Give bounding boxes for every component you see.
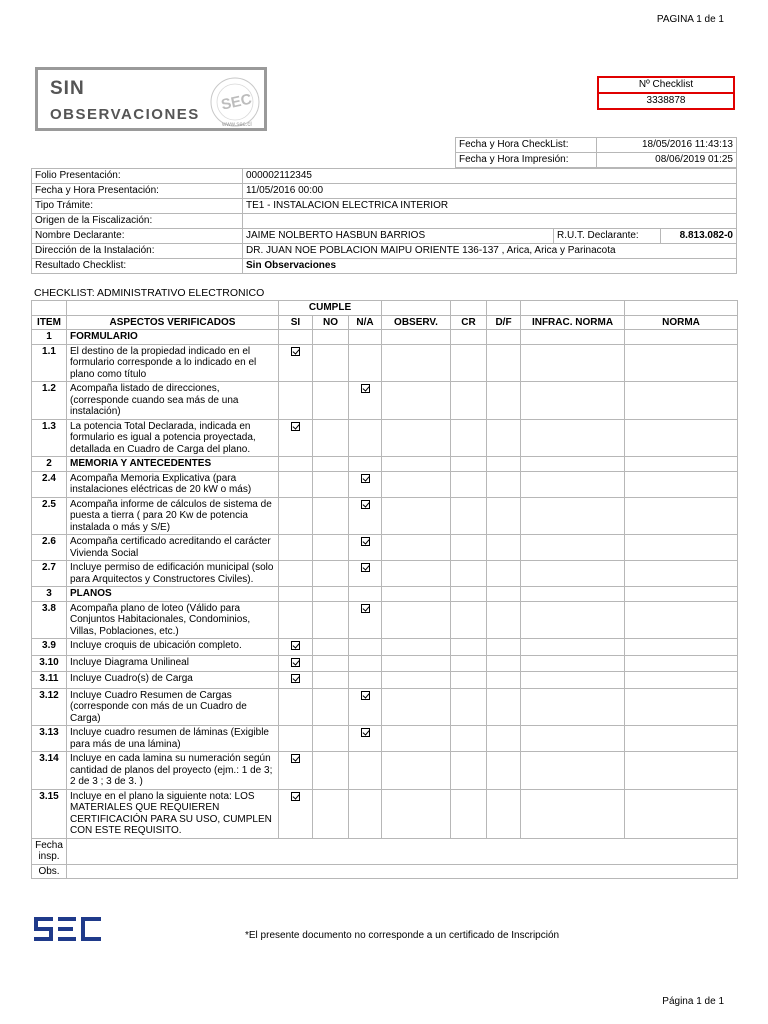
empty-cell	[521, 561, 625, 587]
cell-na	[349, 789, 382, 838]
empty-cell	[451, 752, 487, 790]
table-row	[32, 497, 738, 535]
table-row	[32, 601, 738, 639]
empty-cell	[451, 419, 487, 457]
cell-si	[279, 419, 313, 457]
item-number: 3.12	[32, 688, 67, 726]
table-row	[32, 561, 738, 587]
empty-cell	[521, 535, 625, 561]
checked-box-icon	[291, 422, 300, 431]
inspection-date-value	[67, 838, 738, 864]
cell-no	[313, 601, 349, 639]
item-number: 3.8	[32, 601, 67, 639]
empty-cell	[521, 497, 625, 535]
empty-cell	[521, 587, 625, 602]
table-row	[32, 344, 738, 382]
table-row	[32, 672, 738, 689]
empty-cell	[382, 497, 451, 535]
empty-cell	[625, 789, 738, 838]
checked-box-icon	[291, 792, 300, 801]
section-name: FORMULARIO	[67, 330, 279, 345]
column-header: ITEM	[32, 315, 67, 330]
empty-cell	[625, 639, 738, 656]
empty-cell	[382, 726, 451, 752]
checked-box-icon	[361, 728, 370, 737]
empty-cell	[487, 471, 521, 497]
cell-no	[313, 535, 349, 561]
empty-cell	[487, 382, 521, 420]
cell-si	[279, 457, 313, 472]
dates-table	[455, 137, 737, 168]
empty-cell	[521, 672, 625, 689]
empty-cell	[451, 344, 487, 382]
item-number: 3.11	[32, 672, 67, 689]
cell-na	[349, 457, 382, 472]
cell-na	[349, 601, 382, 639]
declarant-name-label: Nombre Declarante:	[32, 229, 243, 244]
item-number: 2.6	[32, 535, 67, 561]
empty-cell	[625, 419, 738, 457]
presentation-date-value: 11/05/2016 00:00	[243, 184, 737, 199]
empty-cell	[521, 457, 625, 472]
table-row	[32, 639, 738, 656]
item-description: Acompaña informe de cálculos de sistema de puesta a tierra ( para 20 Kw de potencia instalada o más y S/E)	[67, 497, 279, 535]
section-name: MEMORIA Y ANTECEDENTES	[67, 457, 279, 472]
checklist-number-box	[597, 76, 735, 110]
empty-cell	[451, 457, 487, 472]
column-header: NO	[313, 315, 349, 330]
cell-no	[313, 330, 349, 345]
empty-cell	[382, 344, 451, 382]
cell-na	[349, 561, 382, 587]
folio-label: Folio Presentación:	[32, 169, 243, 184]
cell-na	[349, 752, 382, 790]
empty-cell	[382, 587, 451, 602]
page-number-top: PAGINA 1 de 1	[656, 14, 724, 25]
cell-na	[349, 672, 382, 689]
empty-cell	[625, 457, 738, 472]
empty-cell	[382, 561, 451, 587]
stamp-line1: SIN	[50, 78, 85, 99]
checked-box-icon	[291, 347, 300, 356]
checklist-label: Nº Checklist	[638, 79, 694, 90]
empty-cell	[487, 601, 521, 639]
empty-cell	[487, 344, 521, 382]
observations-value	[67, 864, 738, 879]
checked-box-icon	[361, 691, 370, 700]
table-row	[32, 688, 738, 726]
empty-cell	[382, 535, 451, 561]
sin-observaciones-stamp	[35, 67, 267, 131]
empty-cell	[521, 789, 625, 838]
empty-cell	[451, 688, 487, 726]
item-description: Incluye cuadro resumen de láminas (Exigible para más de una lámina)	[67, 726, 279, 752]
table-row	[32, 419, 738, 457]
column-header: D/F	[487, 315, 521, 330]
item-number: 3.9	[32, 639, 67, 656]
cell-no	[313, 419, 349, 457]
cell-no	[313, 587, 349, 602]
cell-si	[279, 330, 313, 345]
tramite-type-value: TE1 - INSTALACION ELECTRICA INTERIOR	[243, 199, 737, 214]
empty-cell	[487, 655, 521, 672]
column-header: OBSERV.	[382, 315, 451, 330]
empty-cell	[625, 601, 738, 639]
item-number: 2.4	[32, 471, 67, 497]
info-table	[31, 168, 737, 274]
cell-na	[349, 639, 382, 656]
empty-cell	[521, 601, 625, 639]
checklist-date-label: Fecha y Hora CheckList:	[456, 138, 597, 153]
empty-cell	[625, 497, 738, 535]
empty-cell	[382, 457, 451, 472]
table-row	[32, 382, 738, 420]
checked-box-icon	[361, 604, 370, 613]
empty-cell	[382, 601, 451, 639]
cell-si	[279, 639, 313, 656]
cell-na	[349, 419, 382, 457]
empty-cell	[625, 535, 738, 561]
column-header: NORMA	[625, 315, 738, 330]
item-number: 2	[32, 457, 67, 472]
empty-cell	[451, 587, 487, 602]
empty-cell	[521, 639, 625, 656]
empty-cell	[382, 655, 451, 672]
empty-cell	[451, 672, 487, 689]
checked-box-icon	[361, 384, 370, 393]
inspection-date-row	[32, 838, 738, 864]
empty-cell	[382, 672, 451, 689]
cell-no	[313, 344, 349, 382]
checklist-section-title: CHECKLIST: ADMINISTRATIVO ELECTRONICO	[34, 287, 265, 299]
empty-cell	[625, 655, 738, 672]
checked-box-icon	[291, 641, 300, 650]
cell-si	[279, 726, 313, 752]
cell-si	[279, 601, 313, 639]
origin-label: Origen de la Fiscalización:	[32, 214, 243, 229]
folio-value: 000002112345	[243, 169, 737, 184]
item-description: Incluye croquis de ubicación completo.	[67, 639, 279, 656]
empty-cell	[487, 561, 521, 587]
empty-cell	[451, 655, 487, 672]
empty-cell	[487, 752, 521, 790]
item-number: 1.2	[32, 382, 67, 420]
table-row	[32, 789, 738, 838]
checked-box-icon	[361, 563, 370, 572]
empty-cell	[487, 587, 521, 602]
cell-si	[279, 688, 313, 726]
column-header: N/A	[349, 315, 382, 330]
item-description: Acompaña certificado acreditando el carácter Vivienda Social	[67, 535, 279, 561]
cell-no	[313, 639, 349, 656]
presentation-date-label: Fecha y Hora Presentación:	[32, 184, 243, 199]
item-number: 3	[32, 587, 67, 602]
cell-na	[349, 655, 382, 672]
empty-cell	[521, 382, 625, 420]
sec-logo-icon	[34, 917, 102, 941]
empty-cell	[451, 330, 487, 345]
cell-no	[313, 382, 349, 420]
empty-cell	[521, 726, 625, 752]
cell-si	[279, 561, 313, 587]
empty-cell	[382, 789, 451, 838]
item-description: Incluye Cuadro Resumen de Cargas (corresponde con más de un Cuadro de Carga)	[67, 688, 279, 726]
table-row	[32, 655, 738, 672]
table-row	[32, 726, 738, 752]
empty-cell	[625, 587, 738, 602]
cell-na	[349, 497, 382, 535]
stamp-line2: OBSERVACIONES	[50, 106, 200, 123]
empty-cell	[521, 330, 625, 345]
empty-cell	[487, 330, 521, 345]
item-number: 2.7	[32, 561, 67, 587]
empty-cell	[625, 688, 738, 726]
cell-si	[279, 471, 313, 497]
cell-si	[279, 655, 313, 672]
item-number: 3.10	[32, 655, 67, 672]
page-number-bottom: Página 1 de 1	[662, 996, 724, 1007]
empty-cell	[451, 726, 487, 752]
cell-si	[279, 497, 313, 535]
item-number: 2.5	[32, 497, 67, 535]
column-header: INFRAC. NORMA	[521, 315, 625, 330]
item-description: Incluye permiso de edificación municipal (solo para Arquitectos y Constructores Civiles).	[67, 561, 279, 587]
empty-cell	[382, 330, 451, 345]
empty-cell	[451, 601, 487, 639]
table-row	[32, 535, 738, 561]
item-number: 1	[32, 330, 67, 345]
checklist-date-value: 18/05/2016 11:43:13	[597, 138, 737, 153]
cell-no	[313, 497, 349, 535]
empty-cell	[382, 382, 451, 420]
section-row	[32, 457, 738, 472]
empty-cell	[451, 639, 487, 656]
column-header: CR	[451, 315, 487, 330]
item-description: Incluye Cuadro(s) de Carga	[67, 672, 279, 689]
inspection-date-label: Fecha insp.	[32, 838, 67, 864]
cell-si	[279, 752, 313, 790]
cell-no	[313, 688, 349, 726]
empty-cell	[382, 639, 451, 656]
empty-cell	[382, 688, 451, 726]
cell-si	[279, 587, 313, 602]
empty-cell	[487, 789, 521, 838]
empty-cell	[521, 344, 625, 382]
print-date-label: Fecha y Hora Impresión:	[456, 153, 597, 168]
declarant-name-value: JAIME NOLBERTO HASBUN BARRIOS	[243, 229, 554, 244]
cell-no	[313, 789, 349, 838]
cell-si	[279, 382, 313, 420]
cell-si	[279, 672, 313, 689]
checklist-table	[31, 300, 738, 879]
item-number: 3.13	[32, 726, 67, 752]
cell-na	[349, 535, 382, 561]
section-name: PLANOS	[67, 587, 279, 602]
cumple-header: CUMPLE	[279, 301, 382, 316]
tramite-type-label: Tipo Trámite:	[32, 199, 243, 214]
cell-na	[349, 587, 382, 602]
address-value: DR. JUAN NOE POBLACION MAIPU ORIENTE 136-137 , Arica, Arica y Parinacota	[243, 244, 737, 259]
cell-no	[313, 752, 349, 790]
observations-label: Obs.	[32, 864, 67, 879]
empty-cell	[521, 471, 625, 497]
checked-box-icon	[361, 500, 370, 509]
checked-box-icon	[291, 754, 300, 763]
empty-cell	[451, 561, 487, 587]
svg-text:www.sec.cl: www.sec.cl	[222, 122, 252, 128]
empty-cell	[521, 752, 625, 790]
cell-na	[349, 382, 382, 420]
cell-na	[349, 688, 382, 726]
empty-cell	[521, 655, 625, 672]
item-description: Incluye en cada lamina su numeración según cantidad de planos del proyecto (ejm.: 1 de 3; 2 de 3 ; 3 de 3. )	[67, 752, 279, 790]
cell-na	[349, 344, 382, 382]
empty-cell	[521, 688, 625, 726]
result-label: Resultado Checklist:	[32, 259, 243, 274]
table-row	[32, 471, 738, 497]
footer-note: *El presente documento no corresponde a un certificado de Inscripción	[245, 930, 560, 941]
checklist-value: 3338878	[599, 92, 733, 108]
column-header: ASPECTOS VERIFICADOS	[67, 315, 279, 330]
origin-value	[243, 214, 737, 229]
empty-cell	[487, 419, 521, 457]
cell-no	[313, 457, 349, 472]
empty-cell	[625, 672, 738, 689]
empty-cell	[382, 419, 451, 457]
item-number: 1.3	[32, 419, 67, 457]
empty-cell	[382, 752, 451, 790]
svg-text:SEC: SEC	[219, 90, 254, 114]
empty-cell	[487, 726, 521, 752]
empty-cell	[487, 688, 521, 726]
table-row	[32, 752, 738, 790]
item-description: El destino de la propiedad indicado en el formulario corresponde a lo indicado en el plano como título	[67, 344, 279, 382]
item-description: Acompaña Memoria Explicativa (para instalaciones eléctricas de 20 kW o más)	[67, 471, 279, 497]
cell-no	[313, 672, 349, 689]
empty-cell	[451, 382, 487, 420]
checked-box-icon	[291, 674, 300, 683]
empty-cell	[625, 330, 738, 345]
rut-value: 8.813.082-0	[661, 229, 737, 244]
item-number: 3.14	[32, 752, 67, 790]
empty-cell	[625, 561, 738, 587]
item-description: Incluye Diagrama Unilineal	[67, 655, 279, 672]
item-number: 1.1	[32, 344, 67, 382]
empty-cell	[451, 535, 487, 561]
empty-cell	[382, 471, 451, 497]
empty-cell	[625, 382, 738, 420]
cell-no	[313, 726, 349, 752]
section-row	[32, 330, 738, 345]
item-number: 3.15	[32, 789, 67, 838]
empty-cell	[451, 789, 487, 838]
checked-box-icon	[361, 474, 370, 483]
print-date-value: 08/06/2019 01:25	[597, 153, 737, 168]
column-header: SI	[279, 315, 313, 330]
empty-cell	[487, 672, 521, 689]
empty-cell	[521, 419, 625, 457]
empty-cell	[625, 471, 738, 497]
empty-cell	[487, 535, 521, 561]
empty-cell	[487, 497, 521, 535]
empty-cell	[487, 457, 521, 472]
sec-seal-icon	[206, 74, 264, 130]
empty-cell	[625, 752, 738, 790]
section-row	[32, 587, 738, 602]
empty-cell	[451, 471, 487, 497]
item-description: Acompaña listado de direcciones, (corresponde cuando sea más de una instalación)	[67, 382, 279, 420]
cell-na	[349, 471, 382, 497]
item-description: Incluye en el plano la siguiente nota: LOS MATERIALES QUE REQUIEREN CERTIFICACIÓN PARA SU USO, CUMPLEN CON ESTE REQUISITO.	[67, 789, 279, 838]
empty-cell	[487, 639, 521, 656]
cell-no	[313, 471, 349, 497]
item-description: Acompaña plano de loteo (Válido para Conjuntos Habitacionales, Condominios, Villas, Poblaciones, etc.)	[67, 601, 279, 639]
cell-si	[279, 535, 313, 561]
checked-box-icon	[361, 537, 370, 546]
cell-si	[279, 344, 313, 382]
cell-no	[313, 561, 349, 587]
empty-cell	[625, 344, 738, 382]
item-description: La potencia Total Declarada, indicada en formulario es igual a potencia proyectada, detallada en Cuadro de Carga del plano.	[67, 419, 279, 457]
cell-na	[349, 330, 382, 345]
rut-label: R.U.T. Declarante:	[554, 229, 661, 244]
observations-row	[32, 864, 738, 879]
cell-si	[279, 789, 313, 838]
result-value: Sin Observaciones	[243, 259, 737, 274]
empty-cell	[451, 497, 487, 535]
cell-na	[349, 726, 382, 752]
checked-box-icon	[291, 658, 300, 667]
address-label: Dirección de la Instalación:	[32, 244, 243, 259]
empty-cell	[625, 726, 738, 752]
cell-no	[313, 655, 349, 672]
